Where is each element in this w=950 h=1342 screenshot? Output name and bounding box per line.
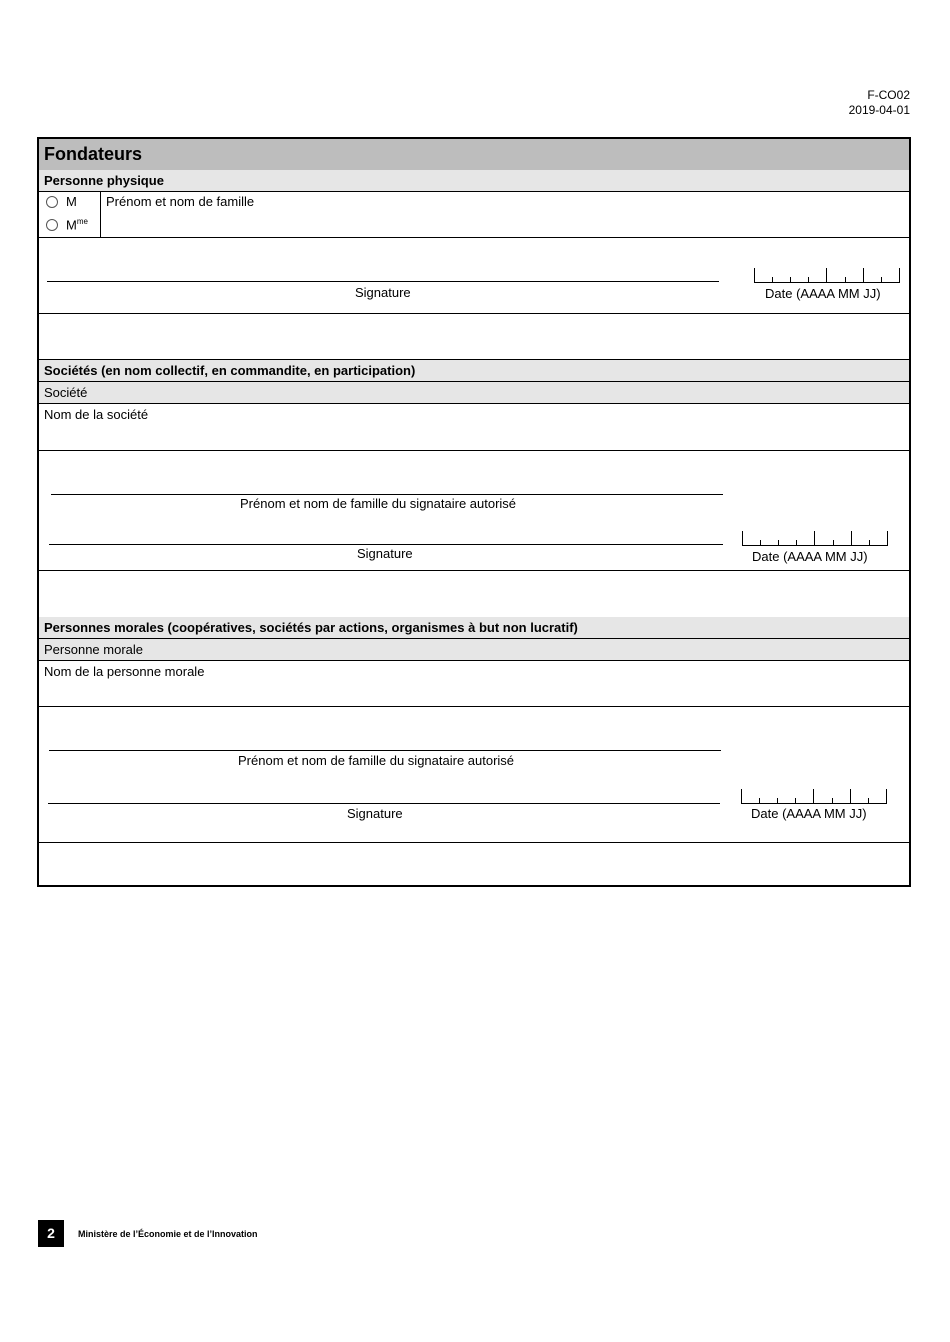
radio-m-label: M bbox=[66, 194, 77, 209]
date-field[interactable] bbox=[754, 268, 900, 283]
signatory-label: Prénom et nom de famille du signataire autorisé bbox=[238, 753, 515, 768]
signature-line[interactable] bbox=[49, 544, 723, 545]
divider bbox=[39, 842, 909, 843]
legal-persons-title: Personnes morales (coopératives, sociétés par actions, organismes à but non lucratif) bbox=[44, 620, 578, 635]
partnership-name-label: Nom de la société bbox=[44, 407, 149, 422]
partnership-subheader bbox=[39, 382, 909, 404]
partnerships-title: Sociétés (en nom collectif, en commandite, en participation) bbox=[44, 363, 416, 378]
divider bbox=[39, 570, 909, 571]
date-field[interactable] bbox=[742, 531, 888, 546]
form-code bbox=[849, 88, 910, 118]
signatory-name-line[interactable] bbox=[51, 494, 723, 495]
form-version-date: 2019-04-01 bbox=[848, 103, 910, 117]
date-label: Date (AAAA MM JJ) bbox=[751, 806, 867, 821]
page-number: 2 bbox=[38, 1220, 64, 1247]
date-label: Date (AAAA MM JJ) bbox=[765, 286, 881, 301]
physical-person-title: Personne physique bbox=[44, 173, 164, 188]
date-field[interactable] bbox=[741, 789, 887, 804]
divider bbox=[39, 237, 909, 238]
divider bbox=[39, 450, 909, 451]
founders-form bbox=[37, 137, 911, 887]
signature-label: Signature bbox=[355, 285, 411, 300]
partnerships-header bbox=[39, 360, 909, 382]
date-label: Date (AAAA MM JJ) bbox=[752, 549, 868, 564]
physical-name-label: Prénom et nom de famille bbox=[106, 194, 255, 209]
section-title: Fondateurs bbox=[44, 144, 143, 164]
legal-person-subheader bbox=[39, 639, 909, 661]
legal-person-sub-title: Personne morale bbox=[44, 642, 143, 657]
radio-mme[interactable] bbox=[46, 219, 58, 231]
form-number: F-CO02 bbox=[867, 88, 910, 102]
ministry-name: Ministère de l’Économie et de l’Innovation bbox=[78, 1229, 258, 1239]
radio-m[interactable] bbox=[46, 196, 58, 208]
title-divider bbox=[100, 191, 101, 237]
divider bbox=[39, 313, 909, 314]
signatory-label: Prénom et nom de famille du signataire autorisé bbox=[240, 496, 517, 511]
legal-persons-header bbox=[39, 617, 909, 639]
radio-mme-label: $M^{me}$ bbox=[66, 217, 88, 233]
partnership-sub-title: Société bbox=[44, 385, 88, 400]
signature-label: Signature bbox=[347, 806, 403, 821]
physical-person-header bbox=[39, 170, 909, 192]
legal-name-label: Nom de la personne morale bbox=[44, 664, 205, 679]
signatory-name-line[interactable] bbox=[49, 750, 721, 751]
divider bbox=[39, 706, 909, 707]
signature-label: Signature bbox=[357, 546, 413, 561]
section-header bbox=[39, 139, 909, 171]
signature-line[interactable] bbox=[47, 281, 719, 282]
signature-line[interactable] bbox=[48, 803, 720, 804]
